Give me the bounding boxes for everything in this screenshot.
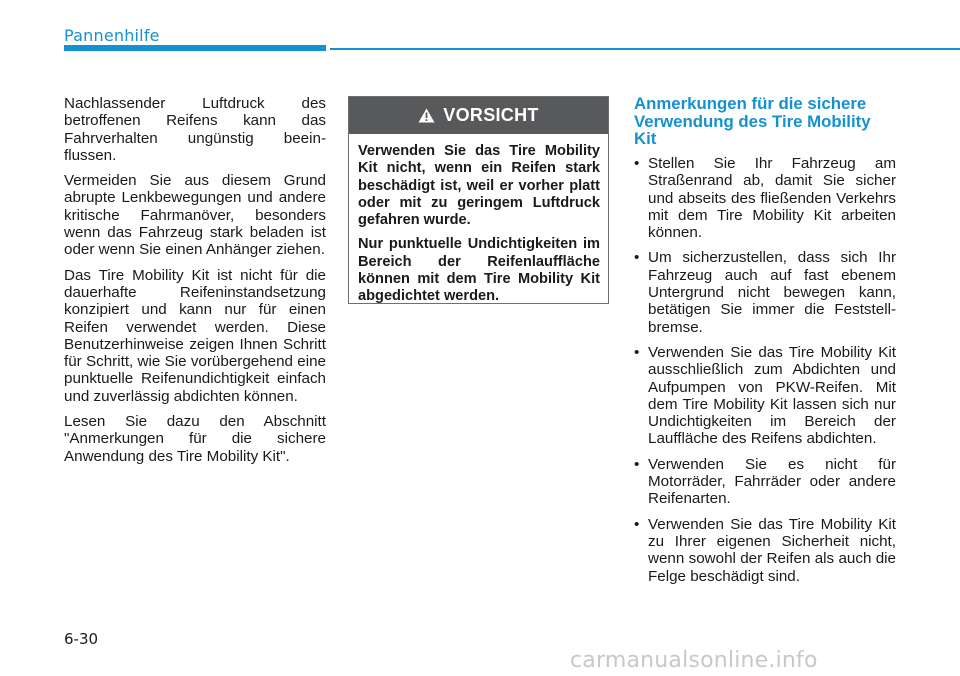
left-column <box>64 95 326 473</box>
bullet-icon: • <box>634 515 640 533</box>
bullet-icon: • <box>634 343 640 361</box>
list-item <box>634 516 896 585</box>
paragraph: Lesen Sie dazu den Abschnitt "Anmerkungen für die sichere Anwendung des Tire Mobility Kit". <box>64 413 326 465</box>
paragraph: Nachlassender Luftdruck des betroffenen Reifens kann das Fahrverhalten ungünstig beein-flussen. <box>64 95 326 164</box>
caution-title: VORSICHT <box>443 105 539 125</box>
list-item <box>634 249 896 335</box>
paragraph: Das Tire Mobility Kit ist nicht für die dauerhafte Reifeninstandsetzung konzipiert und kann nur für einen Reifen verwendet werden. Diese Benutzerhinweise zeigen Ihnen Schritt für Schritt, wie Sie vorübergehend eine punktuelle Reifenundichtigkeit einfach und zuverlässig abdichten können. <box>64 266 326 405</box>
list-item-text: Stellen Sie Ihr Fahrzeug am Straßenrand ab, damit Sie sicher und abseits des fließenden Verkehrs mit dem Tire Mobility Kit arbeiten können. <box>648 155 896 242</box>
caution-paragraph: Verwenden Sie das Tire Mobility Kit nicht, wenn ein Reifen stark beschädigt ist, weil er vorher platt oder mit zu geringem Luftdruck gefahren wurde. <box>358 143 600 229</box>
caution-paragraph: Nur punktuelle Undichtigkeiten im Bereich der Reifenlauffläche können mit dem Tire Mobility Kit abgedichtet werden. <box>358 236 600 305</box>
list-item-text: Verwenden Sie das Tire Mobility Kit zu Ihrer eigenen Sicherheit nicht, wenn sowohl der Reifen als auch die Felge beschädigt sind. <box>648 515 896 585</box>
page-number: 6-30 <box>64 630 99 648</box>
bullet-icon: • <box>634 249 640 267</box>
list-item-text: Verwenden Sie es nicht für Motorräder, Fahrräder oder andere Reifenarten. <box>648 455 896 508</box>
caution-box <box>348 96 609 304</box>
list-item-text: Um sicherzustellen, dass sich Ihr Fahrzeug auch auf fast ebenem Untergrund nicht bewegen kann, betätigen Sie immer die Feststell-bremse. <box>648 249 896 336</box>
list-item <box>634 456 896 508</box>
list-item <box>634 155 896 241</box>
header-rule-thin <box>330 48 960 50</box>
warning-triangle-icon <box>418 108 435 123</box>
right-bullet-list <box>634 155 896 593</box>
right-heading: Anmerkungen für die sichere Verwendung des Tire Mobility Kit <box>634 94 871 148</box>
bullet-icon: • <box>634 155 640 172</box>
watermark: carmanualsonline.info <box>570 648 818 673</box>
list-item <box>634 344 896 448</box>
list-item-text: Verwenden Sie das Tire Mobility Kit ausschließlich zum Abdichten und Aufpumpen von PKW-Reifen. Mit dem Tire Mobility Kit lassen sich nur Undichtigkeiten im Bereich der Lauffläche des Reifens abdichten. <box>648 343 896 448</box>
caution-body <box>349 134 608 306</box>
paragraph: Vermeiden Sie aus diesem Grund abrupte Lenkbewegungen und andere kritische Fahrmanöver, besonders wenn das Fahrzeug stark beladen ist oder wenn Sie einen Anhänger ziehen. <box>64 172 326 259</box>
caution-header <box>349 97 608 134</box>
section-title: Pannenhilfe <box>64 26 160 45</box>
bullet-icon: • <box>634 455 640 473</box>
header-rule-thick <box>64 45 326 51</box>
